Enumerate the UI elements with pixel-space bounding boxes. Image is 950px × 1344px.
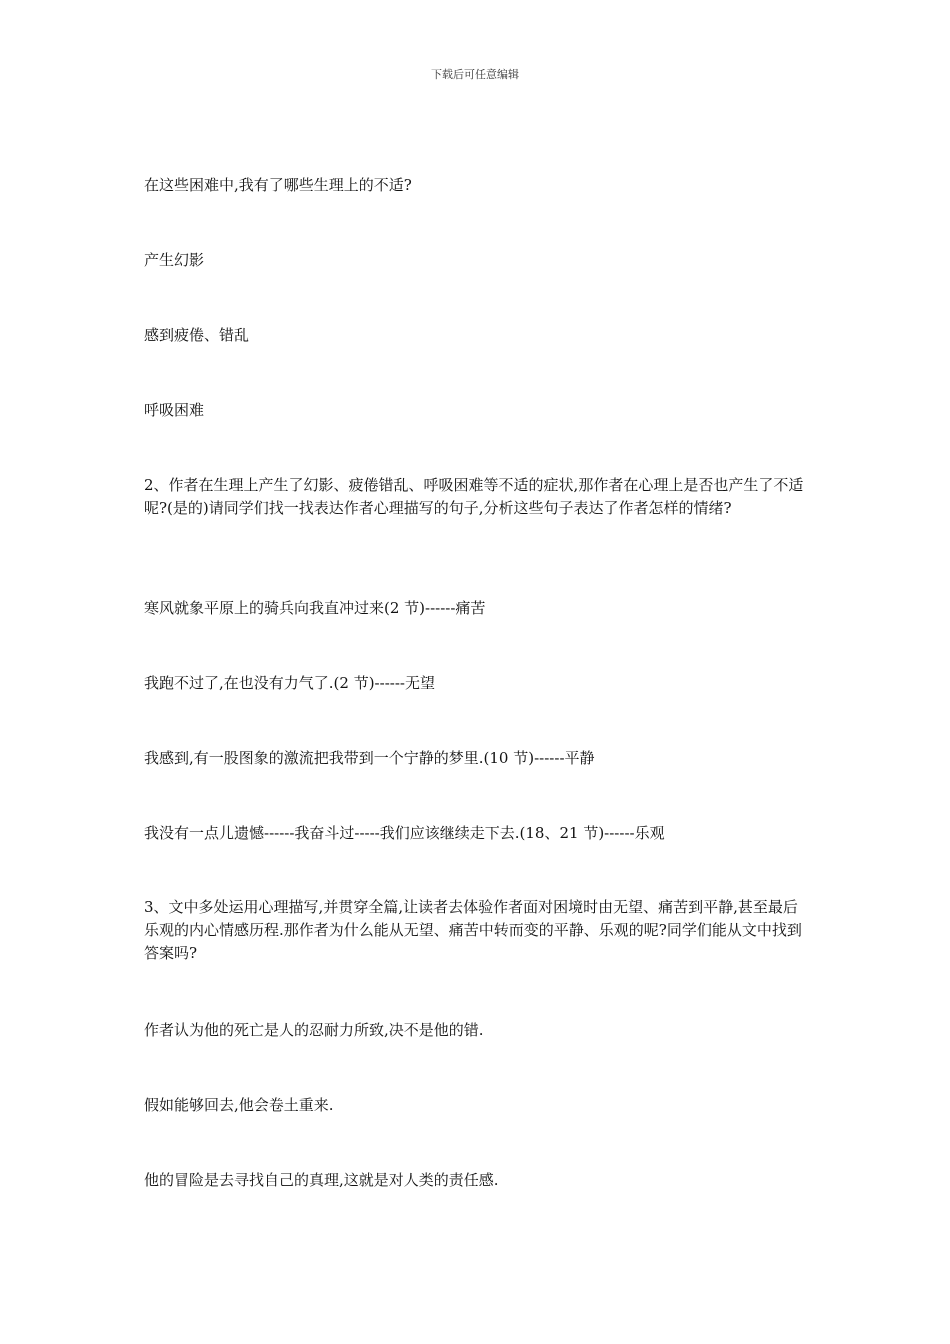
- sentence-optimistic: 我没有一点儿遗憾------我奋斗过-----我们应该继续走下去.(18、21 节)------乐观: [144, 824, 665, 842]
- answer-return: 假如能够回去,他会卷土重来.: [144, 1096, 334, 1114]
- answer-hallucination: 产生幻影: [144, 251, 205, 269]
- sentence-hopeless: 我跑不过了,在也没有力气了.(2 节)------无望: [144, 674, 435, 692]
- question-3-reason: 3、文中多处运用心理描写,并贯穿全篇,让读者去体验作者面对困境时由无望、痛苦到平静,甚至最后乐观的内心情感历程.那作者为什么能从无望、痛苦中转而变的平静、乐观的呢?同学们能从文中找到答案吗?: [144, 898, 802, 962]
- sentence-pain: 寒风就象平原上的骑兵向我直冲过来(2 节)------痛苦: [144, 599, 486, 617]
- question-physical-discomfort: 在这些困难中,我有了哪些生理上的不适?: [144, 176, 412, 194]
- answer-endurance: 作者认为他的死亡是人的忍耐力所致,决不是他的错.: [144, 1021, 484, 1039]
- answer-fatigue-confusion: 感到疲倦、错乱: [144, 326, 250, 344]
- answer-breathing-difficulty: 呼吸困难: [144, 401, 205, 419]
- question-2-psychological: 2、作者在生理上产生了幻影、疲倦错乱、呼吸困难等不适的症状,那作者在心理上是否也产生了不适呢?(是的)请同学们找一找表达作者心理描写的句子,分析这些句子表达了作者怎样的情绪?: [144, 476, 804, 517]
- answer-responsibility: 他的冒险是去寻找自己的真理,这就是对人类的责任感.: [144, 1171, 499, 1189]
- page-header: 下载后可任意编辑: [431, 68, 519, 81]
- sentence-calm: 我感到,有一股图象的激流把我带到一个宁静的梦里.(10 节)------平静: [144, 749, 595, 767]
